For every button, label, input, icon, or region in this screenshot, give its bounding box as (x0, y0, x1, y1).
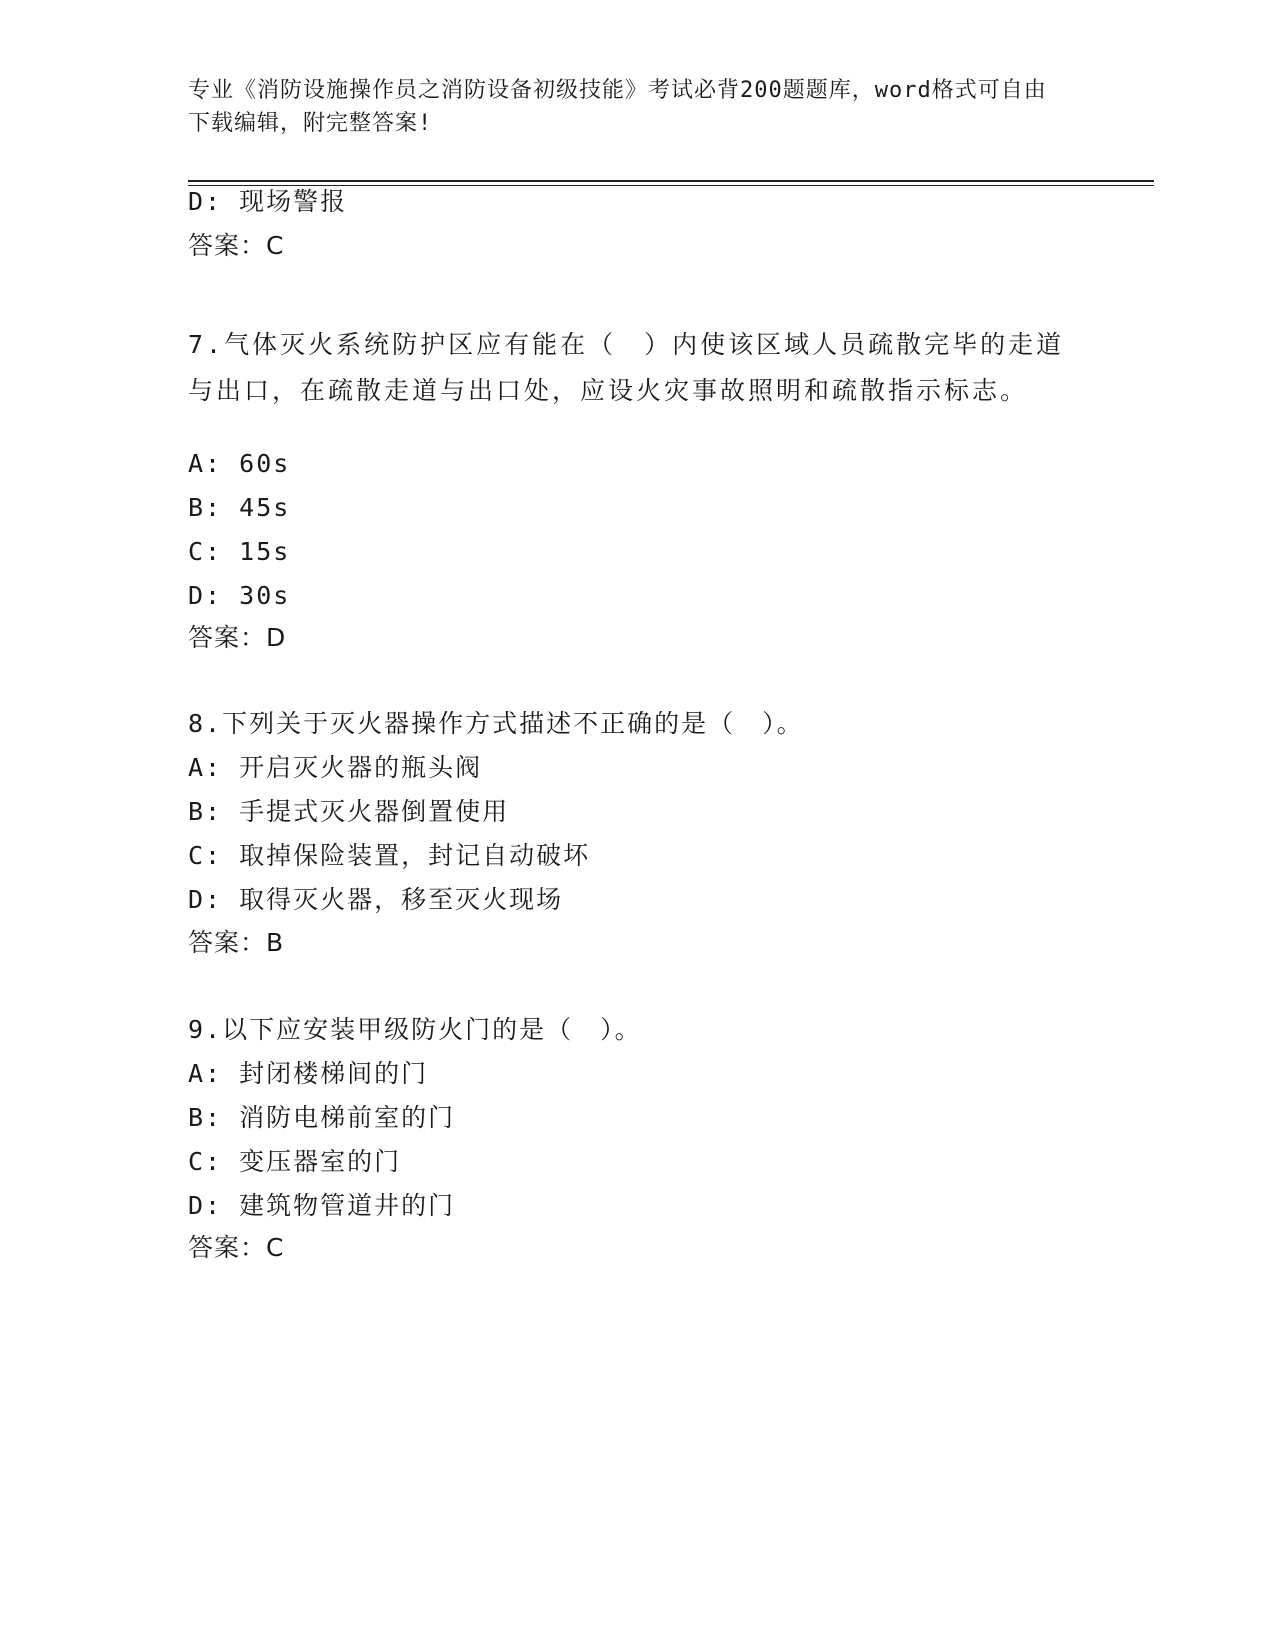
q8-option-d: D: 取得灭火器，移至灭火现场 (188, 885, 564, 914)
q7-option-d: D: 30s (188, 581, 291, 610)
q8-option-a: A: 开启灭火器的瓶头阀 (188, 753, 483, 782)
prev-answer: 答案：C (188, 231, 285, 260)
prev-option-d: D: 现场警报 (188, 187, 348, 216)
question-9-text: 9.以下应安装甲级防火门的是（ ）。 (188, 1015, 642, 1044)
q8-option-b: B: 手提式灭火器倒置使用 (188, 797, 510, 826)
document-header: 专业《消防设施操作员之消防设备初级技能》考试必背200题题库，word格式可自由下载编辑，附完整答案! (188, 78, 1047, 136)
q8-option-c: C: 取掉保险装置，封记自动破坏 (188, 841, 591, 870)
q7-answer: 答案：D (188, 623, 287, 652)
q9-option-b: B: 消防电梯前室的门 (188, 1103, 456, 1132)
q9-answer: 答案：C (188, 1233, 285, 1262)
q9-option-a: A: 封闭楼梯间的门 (188, 1059, 429, 1088)
question-7-text: 7.气体灭火系统防护区应有能在（ ）内使该区域人员疏散完毕的走道与出口，在疏散走道与出口处，应设火灾事故照明和疏散指示标志。 (188, 330, 1065, 405)
header-rule-thick (188, 180, 1154, 182)
q7-option-c: C: 15s (188, 537, 291, 566)
q7-option-b: B: 45s (188, 493, 291, 522)
q9-option-c: C: 变压器室的门 (188, 1147, 402, 1176)
question-8-text: 8.下列关于灭火器操作方式描述不正确的是（ ）。 (188, 709, 804, 738)
q8-answer: 答案：B (188, 928, 285, 957)
q9-option-d: D: 建筑物管道井的门 (188, 1191, 456, 1220)
q7-option-a: A: 60s (188, 449, 291, 478)
